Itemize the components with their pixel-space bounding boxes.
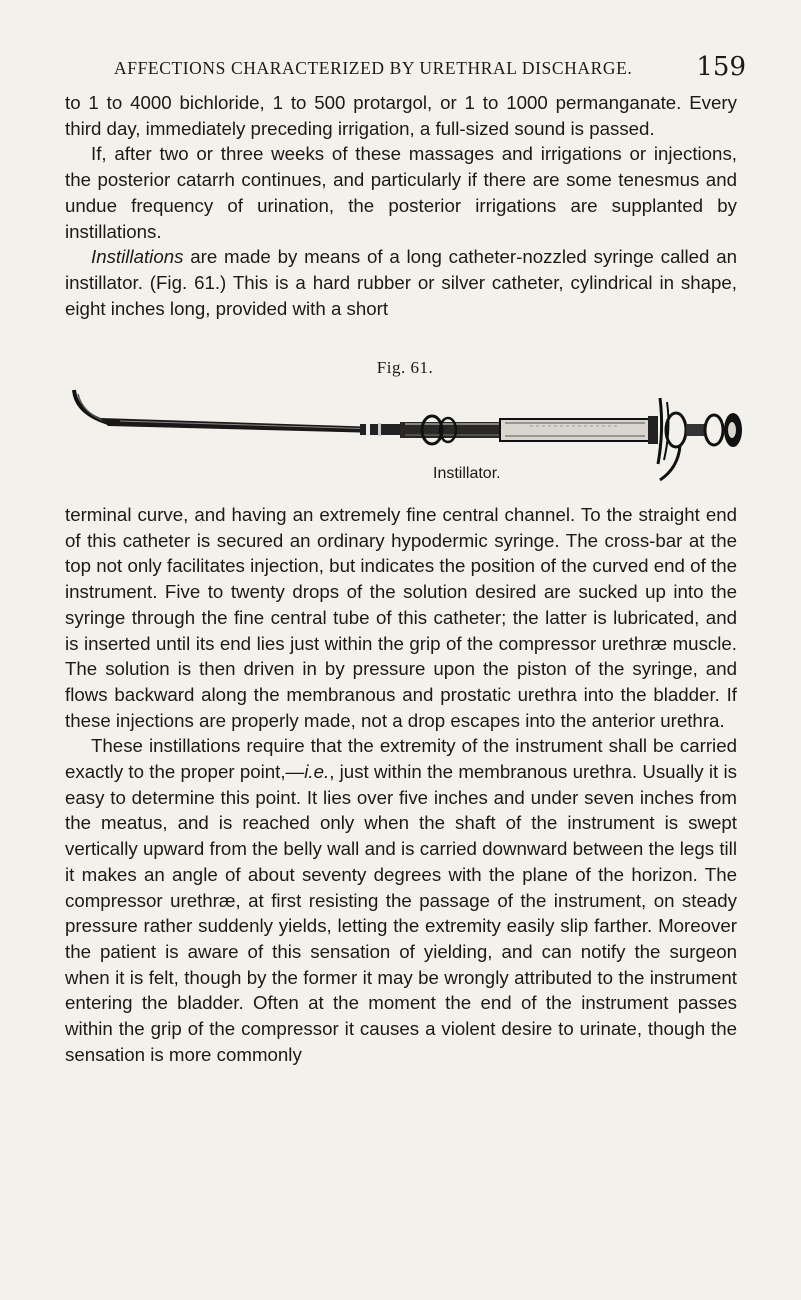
- paragraph-continuation: to 1 to 4000 bichloride, 1 to 500 protargol, or 1 to 1000 permanganate. Every third day, immediately preceding irrigation, a full-sized sound is passed.: [65, 92, 737, 139]
- term-instillations: Instillations: [91, 246, 184, 268]
- paragraph-terminal-curve: terminal curve, and having an extremely fine central channel. To the straight end of this catheter is secured an ordinary hypodermic syringe. The cross-bar at the top not only facilitates injection, but indicates the position of the curved end of the instrument. Five to twenty drops of the solution desired are sucked up into the syringe through the fine central tube of this catheter; the latter is lubricated, and is inserted until its end lies just within the grip of the compressor urethræ muscle. The solution is then driven in by pressure upon the piston of the syringe, and flows backward along the membranous and prostatic urethra into the bladder. If these injections are properly made, not a drop escapes into the anterior urethra.: [65, 504, 737, 731]
- figure-label: Instillator.: [433, 465, 501, 482]
- paragraph-posterior-catarrh: If, after two or three weeks of these massages and irrigations or injections, the posterior catarrh continues, and particularly if there are some tenesmus and undue frequency of urination, the posterior irrigations are supplanted by instillations.: [65, 143, 737, 242]
- paragraph-instillations: [65, 244, 737, 321]
- figure-61: [60, 360, 750, 496]
- paragraph-technique-start: These instillations require that the extremity of the instrument shall be carried exactly to the proper point,—: [65, 735, 737, 783]
- running-header: [66, 52, 746, 86]
- paragraph-instillation-technique: [65, 733, 737, 1067]
- text-block-bottom: [65, 502, 737, 1067]
- figure-caption: Fig. 61.: [376, 358, 434, 377]
- instillator-syringe-illustration: [60, 388, 750, 488]
- text-block-top: [65, 90, 737, 321]
- page-number: 159: [696, 52, 746, 82]
- paragraph-instillations-text: are made by means of a long catheter-nozzled syringe called an instillator. (Fig. 61.) This is a hard rubber or silver catheter, cylindrical in shape, eight inches long, provided with a short: [65, 246, 737, 319]
- paragraph-technique-rest: , just within the membranous urethra. Usually it is easy to determine this point. It lies over five inches and under seven inches from the meatus, and is reached only when the shaft of the instrument is swept vertically upward from the belly wall and is carried downward between the legs till it makes an angle of about seventy degrees with the plane of the horizon. The compressor urethræ, at first resisting the passage of the instrument, on steady pressure rather suddenly yields, letting the extremity easily slip farther. Moreover the patient is aware of this sensation of yielding, and can notify the surgeon when it is felt, though by the former it may be wrongly attributed to the instrument entering the bladder. Often at the moment the end of the instrument passes within the grip of the compressor it causes a violent desire to urinate, though the sensation is more commonly: [65, 761, 737, 1065]
- running-title: AFFECTIONS CHARACTERIZED BY URETHRAL DISCHARGE.: [114, 58, 633, 78]
- abbrev-ie: i.e.: [304, 761, 330, 783]
